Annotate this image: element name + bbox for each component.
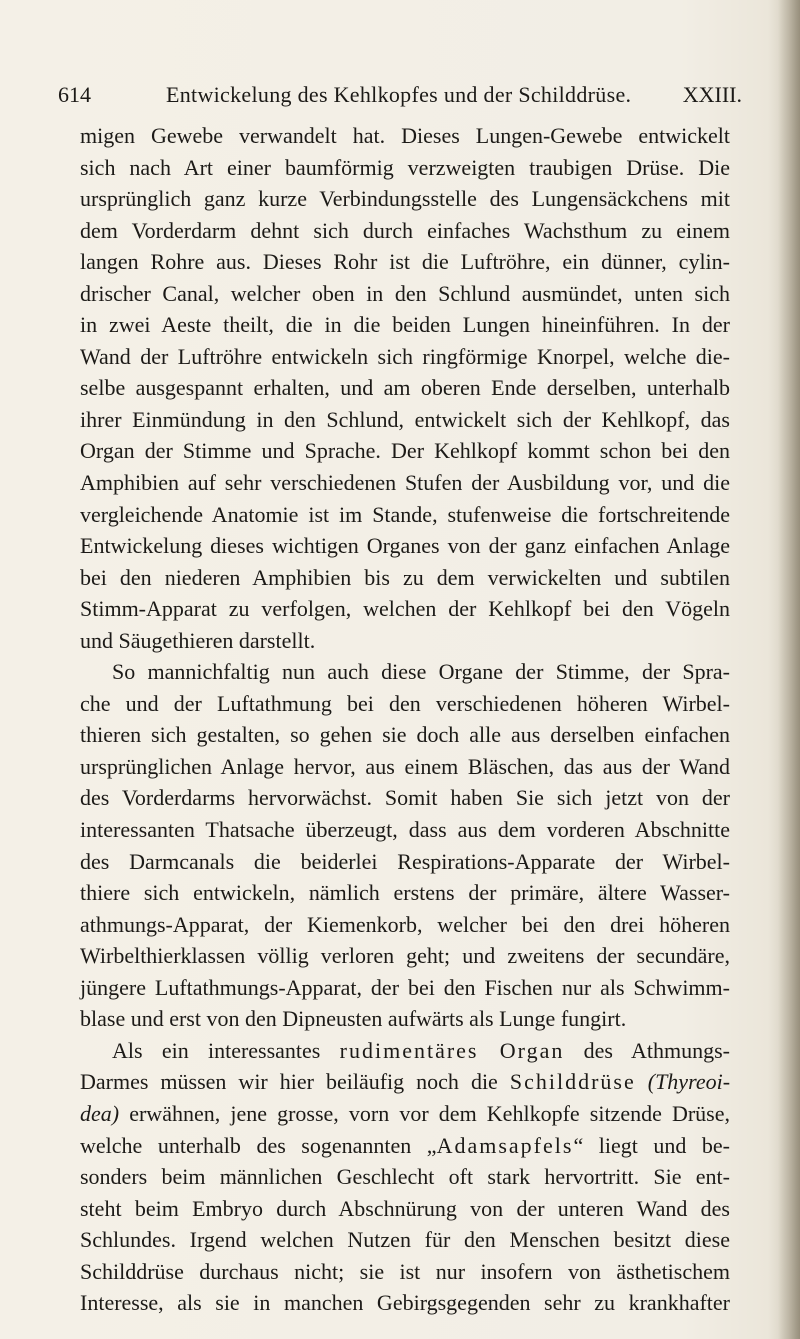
text-line [80, 1098, 730, 1130]
text-line: Stimm-Apparat zu verfolgen, welchen der Kehlkopf bei den Vögeln [80, 596, 730, 622]
text-line: blase und erst von den Dipneusten aufwärts als Lunge fungirt. [80, 1006, 627, 1032]
chapter-number: XXIII. [682, 82, 742, 107]
text-run: Darmes müssen wir hier beiläufig noch die [80, 1069, 498, 1095]
text-line: Amphibien auf sehr verschiedenen Stufen der Ausbildung vor, und die [80, 470, 730, 496]
text-run: erwähnen, jene grosse, vorn vor dem Kehlkopfe sitzende Drüse, [129, 1100, 731, 1126]
text-line [80, 1130, 730, 1162]
page-number: 614 [58, 82, 91, 107]
italic-term-thyreoidea-end: dea) [80, 1100, 120, 1126]
text-line: bei den niederen Amphibien bis zu dem verwickelten und subtilen [80, 564, 730, 590]
text-line: in zwei Aeste theilt, die in die beiden Lungen hineinführen. In der [80, 312, 730, 338]
text-line: Wirbelthierklassen völlig verloren geht; und zweitens der secundäre, [80, 943, 730, 969]
text-line: des Vorderdarms hervorwächst. Somit haben Sie sich jetzt von der [80, 785, 730, 811]
text-line: Schlundes. Irgend welchen Nutzen für den Menschen besitzt diese [80, 1227, 730, 1253]
body-text [80, 120, 730, 1319]
text-line [80, 1035, 730, 1067]
text-line: athmungs-Apparat, der Kiemenkorb, welcher bei den drei höheren [80, 911, 730, 937]
text-line: selbe ausgespannt erhalten, und am oberen Ende derselben, unterhalb [80, 375, 730, 401]
page-header [58, 82, 742, 112]
text-run: welche unterhalb des sogenannten „ [80, 1132, 437, 1158]
text-line: jüngere Luftathmungs-Apparat, der bei den Fischen nur als Schwimm- [80, 974, 730, 1000]
text-line: thieren sich gestalten, so gehen sie doch alle aus derselben einfachen [80, 722, 730, 748]
text-line: ursprünglich ganz kurze Verbindungsstelle des Lungensäckchens mit [80, 186, 730, 212]
text-line: und Säugethieren darstellt. [80, 627, 316, 653]
text-line: des Darmcanals die beiderlei Respirations-Apparate der Wirbel- [80, 848, 730, 874]
text-line: ursprünglichen Anlage hervor, aus einem Bläschen, das aus der Wand [80, 753, 730, 779]
text-line: langen Rohre aus. Dieses Rohr ist die Luftröhre, ein dünner, cylin- [80, 249, 730, 275]
spaced-term-schilddruese: Schilddrüse [509, 1069, 636, 1095]
text-line: migen Gewebe verwandelt hat. Dieses Lungen-Gewebe entwickelt [80, 123, 730, 148]
text-line: sonders beim männlichen Geschlecht oft stark hervortritt. Sie ent- [80, 1164, 730, 1190]
spaced-term-rudimentary-organ: rudimentäres Organ [339, 1037, 565, 1063]
text-line: dem Vorderdarm dehnt sich durch einfaches Wachsthum zu einem [80, 217, 730, 243]
text-line: ihrer Einmündung in den Schlund, entwickelt sich der Kehlkopf, das [80, 406, 730, 432]
text-line: Schilddrüse durchaus nicht; sie ist nur insofern von ästhetischem [80, 1258, 730, 1284]
text-run: des Athmungs- [583, 1037, 730, 1063]
text-line: Interesse, als sie in manchen Gebirgsgegenden sehr zu krankhafter [80, 1290, 730, 1316]
text-line: thiere sich entwickeln, nämlich erstens der primäre, ältere Wasser- [80, 880, 730, 906]
text-run: Als ein interessantes [112, 1037, 321, 1063]
text-line [80, 1066, 730, 1098]
page-edge-shadow [778, 0, 800, 1339]
text-line: So mannichfaltig nun auch diese Organe der Stimme, der Spra- [112, 659, 730, 685]
text-line: Organ der Stimme und Sprache. Der Kehlkopf kommt schon bei den [80, 438, 730, 464]
text-line: interessanten Thatsache überzeugt, dass aus dem vorderen Abschnitte [80, 817, 730, 843]
text-line: Entwickelung dieses wichtigen Organes von der ganz einfachen Anlage [80, 533, 730, 559]
text-line: vergleichende Anatomie ist im Stande, stufenweise die fortschreitende [80, 501, 730, 527]
text-line: che und der Luftathmung bei den verschiedenen höheren Wirbel- [80, 690, 730, 716]
text-run: “ liegt und be- [573, 1132, 730, 1158]
text-line: steht beim Embryo durch Abschnürung von der unteren Wand des [80, 1195, 730, 1221]
spaced-term-adamsapfel: Adamsapfels [436, 1132, 574, 1158]
text-line: sich nach Art einer baumförmig verzweigten traubigen Drüse. Die [80, 154, 730, 180]
italic-term-thyreoidea: (Thyreoi- [647, 1069, 731, 1095]
text-line: drischer Canal, welcher oben in den Schlund ausmündet, unten sich [80, 280, 730, 306]
running-title: Entwickelung des Kehlkopfes und der Schilddrüse. [166, 82, 632, 107]
text-line: Wand der Luftröhre entwickeln sich ringförmige Knorpel, welche die- [80, 343, 730, 369]
